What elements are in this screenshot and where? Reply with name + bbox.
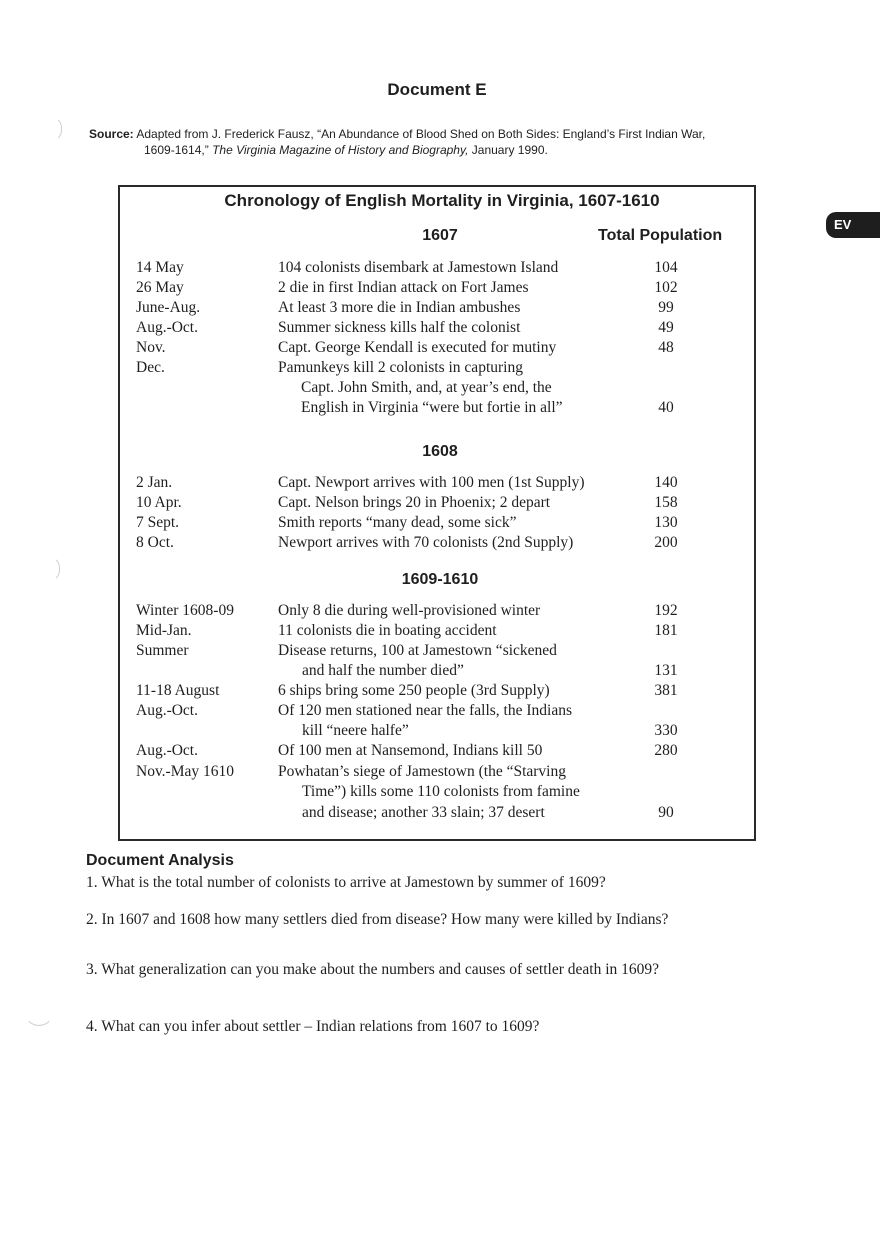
row-event: Pamunkeys kill 2 colonists in capturing xyxy=(278,359,523,376)
row-event: Only 8 die during well-provisioned winter xyxy=(278,602,541,619)
table-row xyxy=(0,258,880,278)
row-date: Mid-Jan. xyxy=(136,622,192,639)
row-event: English in Virginia “were but fortie in all” xyxy=(301,399,563,416)
row-event: Capt. Nelson brings 20 in Phoenix; 2 depart xyxy=(278,494,551,511)
row-population: 192 xyxy=(654,602,678,619)
row-event: kill “neere halfe” xyxy=(302,722,409,739)
row-population: 130 xyxy=(654,514,678,531)
row-event: 104 colonists disembark at Jamestown Island xyxy=(278,259,559,276)
row-date: Aug.-Oct. xyxy=(136,702,198,719)
question-1: 1. What is the total number of colonists to arrive at Jamestown by summer of 1609? xyxy=(86,874,606,891)
table-row xyxy=(0,493,880,513)
row-date: 26 May xyxy=(136,279,184,296)
question-3: 3. What generalization can you make about the numbers and causes of settler death in 1609? xyxy=(86,961,660,978)
table-row xyxy=(0,533,880,553)
table-row xyxy=(0,762,880,782)
analysis-title: Document Analysis xyxy=(86,852,234,869)
row-population: 40 xyxy=(658,399,674,416)
row-population: 131 xyxy=(654,662,678,679)
year-heading: 1607 xyxy=(422,227,458,244)
row-date: 8 Oct. xyxy=(136,534,174,551)
row-population: 49 xyxy=(658,319,674,336)
table-row xyxy=(0,741,880,761)
row-population: 200 xyxy=(654,534,678,551)
row-population: 181 xyxy=(654,622,678,639)
row-event: 6 ships bring some 250 people (3rd Supply) xyxy=(278,682,550,699)
row-date: 2 Jan. xyxy=(136,474,173,491)
table-row xyxy=(0,513,880,533)
row-event: Capt. Newport arrives with 100 men (1st Supply) xyxy=(278,474,585,491)
table-row xyxy=(0,318,880,338)
table-row xyxy=(0,378,880,398)
table-row xyxy=(0,358,880,378)
row-event: Time”) kills some 110 colonists from famine xyxy=(302,783,580,800)
row-date: June-Aug. xyxy=(136,299,201,316)
table-row xyxy=(0,721,880,741)
source-journal: The Virginia Magazine of History and Biography, xyxy=(212,143,469,157)
source-line-1: Adapted from J. Frederick Fausz, “An Abundance of Blood Shed on Both Sides: England’s First Indian War, xyxy=(136,127,706,141)
row-event: Newport arrives with 70 colonists (2nd Supply) xyxy=(278,534,574,551)
row-event: 11 colonists die in boating accident xyxy=(278,622,497,639)
row-population: 330 xyxy=(654,722,678,739)
table-row xyxy=(0,803,880,823)
margin-mark xyxy=(38,556,60,582)
question-4: 4. What can you infer about settler – Indian relations from 1607 to 1609? xyxy=(86,1018,540,1035)
row-event: At least 3 more die in Indian ambushes xyxy=(278,299,521,316)
row-date: Winter 1608-09 xyxy=(136,602,234,619)
margin-mark xyxy=(24,998,54,1026)
row-population: 90 xyxy=(658,804,674,821)
table-row xyxy=(0,621,880,641)
table-row xyxy=(0,782,880,802)
row-population: 102 xyxy=(654,279,678,296)
table-row xyxy=(0,278,880,298)
row-date: Summer xyxy=(136,642,189,659)
table-row xyxy=(0,701,880,721)
source-date: January 1990. xyxy=(471,143,548,157)
row-population: 158 xyxy=(654,494,678,511)
population-header: Total Population xyxy=(598,227,723,244)
table-row xyxy=(0,298,880,318)
row-event: and disease; another 33 slain; 37 desert xyxy=(302,804,545,821)
row-population: 99 xyxy=(658,299,674,316)
table-row xyxy=(0,681,880,701)
source-label: Source: xyxy=(89,127,134,141)
table-row xyxy=(0,398,880,418)
row-date: 14 May xyxy=(136,259,184,276)
table-row xyxy=(0,661,880,681)
margin-mark xyxy=(40,116,62,142)
row-event: Of 120 men stationed near the falls, the Indians xyxy=(278,702,572,719)
row-event: and half the number died” xyxy=(302,662,464,679)
row-population: 381 xyxy=(654,682,678,699)
row-event: Of 100 men at Nansemond, Indians kill 50 xyxy=(278,742,543,759)
source-line-2: 1609-1614,” xyxy=(144,143,209,157)
row-date: Nov.-May 1610 xyxy=(136,763,235,780)
row-event: Capt. John Smith, and, at year’s end, the xyxy=(301,379,552,396)
document-title: Document E xyxy=(387,80,487,99)
row-population: 104 xyxy=(654,259,678,276)
source-citation xyxy=(89,126,769,158)
row-event: Summer sickness kills half the colonist xyxy=(278,319,521,336)
table-row xyxy=(0,641,880,661)
year-heading: 1609-1610 xyxy=(401,571,479,588)
table-row xyxy=(0,473,880,493)
row-event: Powhatan’s siege of Jamestown (the “Starving xyxy=(278,763,566,780)
row-population: 48 xyxy=(658,339,674,356)
row-date: Aug.-Oct. xyxy=(136,319,198,336)
table-row xyxy=(0,601,880,621)
row-date: 7 Sept. xyxy=(136,514,180,531)
row-event: Smith reports “many dead, some sick” xyxy=(278,514,517,531)
row-event: Disease returns, 100 at Jamestown “sickened xyxy=(278,642,557,659)
row-date: 11-18 August xyxy=(136,682,220,699)
year-heading: 1608 xyxy=(422,443,458,460)
row-population: 140 xyxy=(654,474,678,491)
chronology-title: Chronology of English Mortality in Virginia, 1607-1610 xyxy=(224,191,660,210)
row-event: Capt. George Kendall is executed for mutiny xyxy=(278,339,557,356)
row-date: Aug.-Oct. xyxy=(136,742,198,759)
row-event: 2 die in first Indian attack on Fort James xyxy=(278,279,529,296)
row-date: 10 Apr. xyxy=(136,494,182,511)
question-2: 2. In 1607 and 1608 how many settlers died from disease? How many were killed by Indians? xyxy=(86,911,669,928)
row-population: 280 xyxy=(654,742,678,759)
row-date: Nov. xyxy=(136,339,166,356)
table-row xyxy=(0,338,880,358)
side-tab: EV xyxy=(826,212,880,238)
row-date: Dec. xyxy=(136,359,165,376)
